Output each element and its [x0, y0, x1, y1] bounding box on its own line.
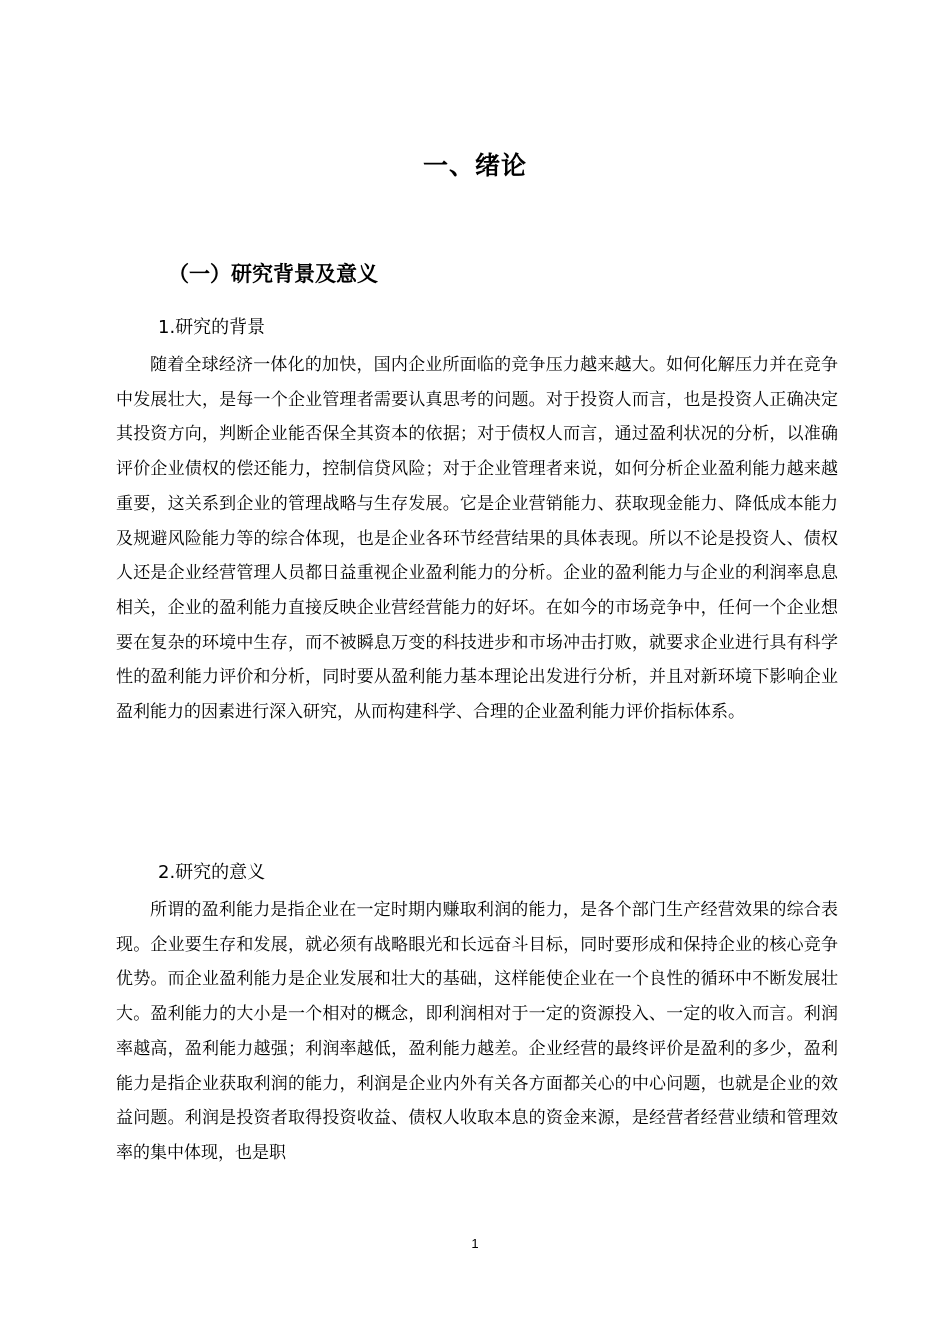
- page-number: 1: [471, 1236, 479, 1251]
- paragraph-background: 随着全球经济一体化的加快，国内企业所面临的竞争压力越来越大。如何化解压力并在竞争中发展壮大，是每一个企业管理者需要认真思考的问题。对于投资人而言，也是投资人正确决定其投资方向，判断企业能否保全其资本的依据；对于债权人而言，通过盈利状况的分析，以准确评价企业债权的偿还能力，控制信贷风险；对于企业管理者来说，如何分析企业盈利能力越来越重要，这关系到企业的管理战略与生存发展。它是企业营销能力、获取现金能力、降低成本能力及规避风险能力等的综合体现，也是企业各环节经营结果的具体表现。所以不论是投资人、债权人还是企业经营管理人员都日益重视企业盈利能力的分析。企业的盈利能力与企业的利润率息息相关，企业的盈利能力直接反映企业营经营能力的好坏。在如今的市场竞争中，任何一个企业想要在复杂的环境中生存，而不被瞬息万变的科技进步和市场冲击打败，就要求企业进行具有科学性的盈利能力评价和分析，同时要从盈利能力基本理论出发进行分析，并且对新环境下影响企业盈利能力的因素进行深入研究，从而构建科学、合理的企业盈利能力评价指标体系。: [116, 355, 838, 723]
- paragraph-significance: 所谓的盈利能力是指企业在一定时期内赚取利润的能力，是各个部门生产经营效果的综合表现。企业要生存和发展，就必须有战略眼光和长远奋斗目标，同时要形成和保持企业的核心竞争优势。而企业盈利能力是企业发展和壮大的基础，这样能使企业在一个良性的循环中不断发展壮大。盈利能力的大小是一个相对的概念，即利润相对于一定的资源投入、一定的收入而言。利润率越高，盈利能力越强；利润率越低，盈利能力越差。企业经营的最终评价是盈利的多少，盈利能力是指企业获取利润的能力，利润是企业内外有关各方面都关心的中心问题，也就是企业的效益问题。利润是投资者取得投资收益、债权人收取本息的资金来源，是经营者经营业绩和管理效率的集中体现，也是职: [116, 900, 838, 1163]
- subsection-title-background: 1.研究的背景: [158, 317, 266, 338]
- subsection-title-significance: 2.研究的意义: [158, 862, 266, 883]
- section-title: （一）研究背景及意义: [168, 262, 378, 286]
- chapter-title: 一、绪论: [422, 151, 527, 180]
